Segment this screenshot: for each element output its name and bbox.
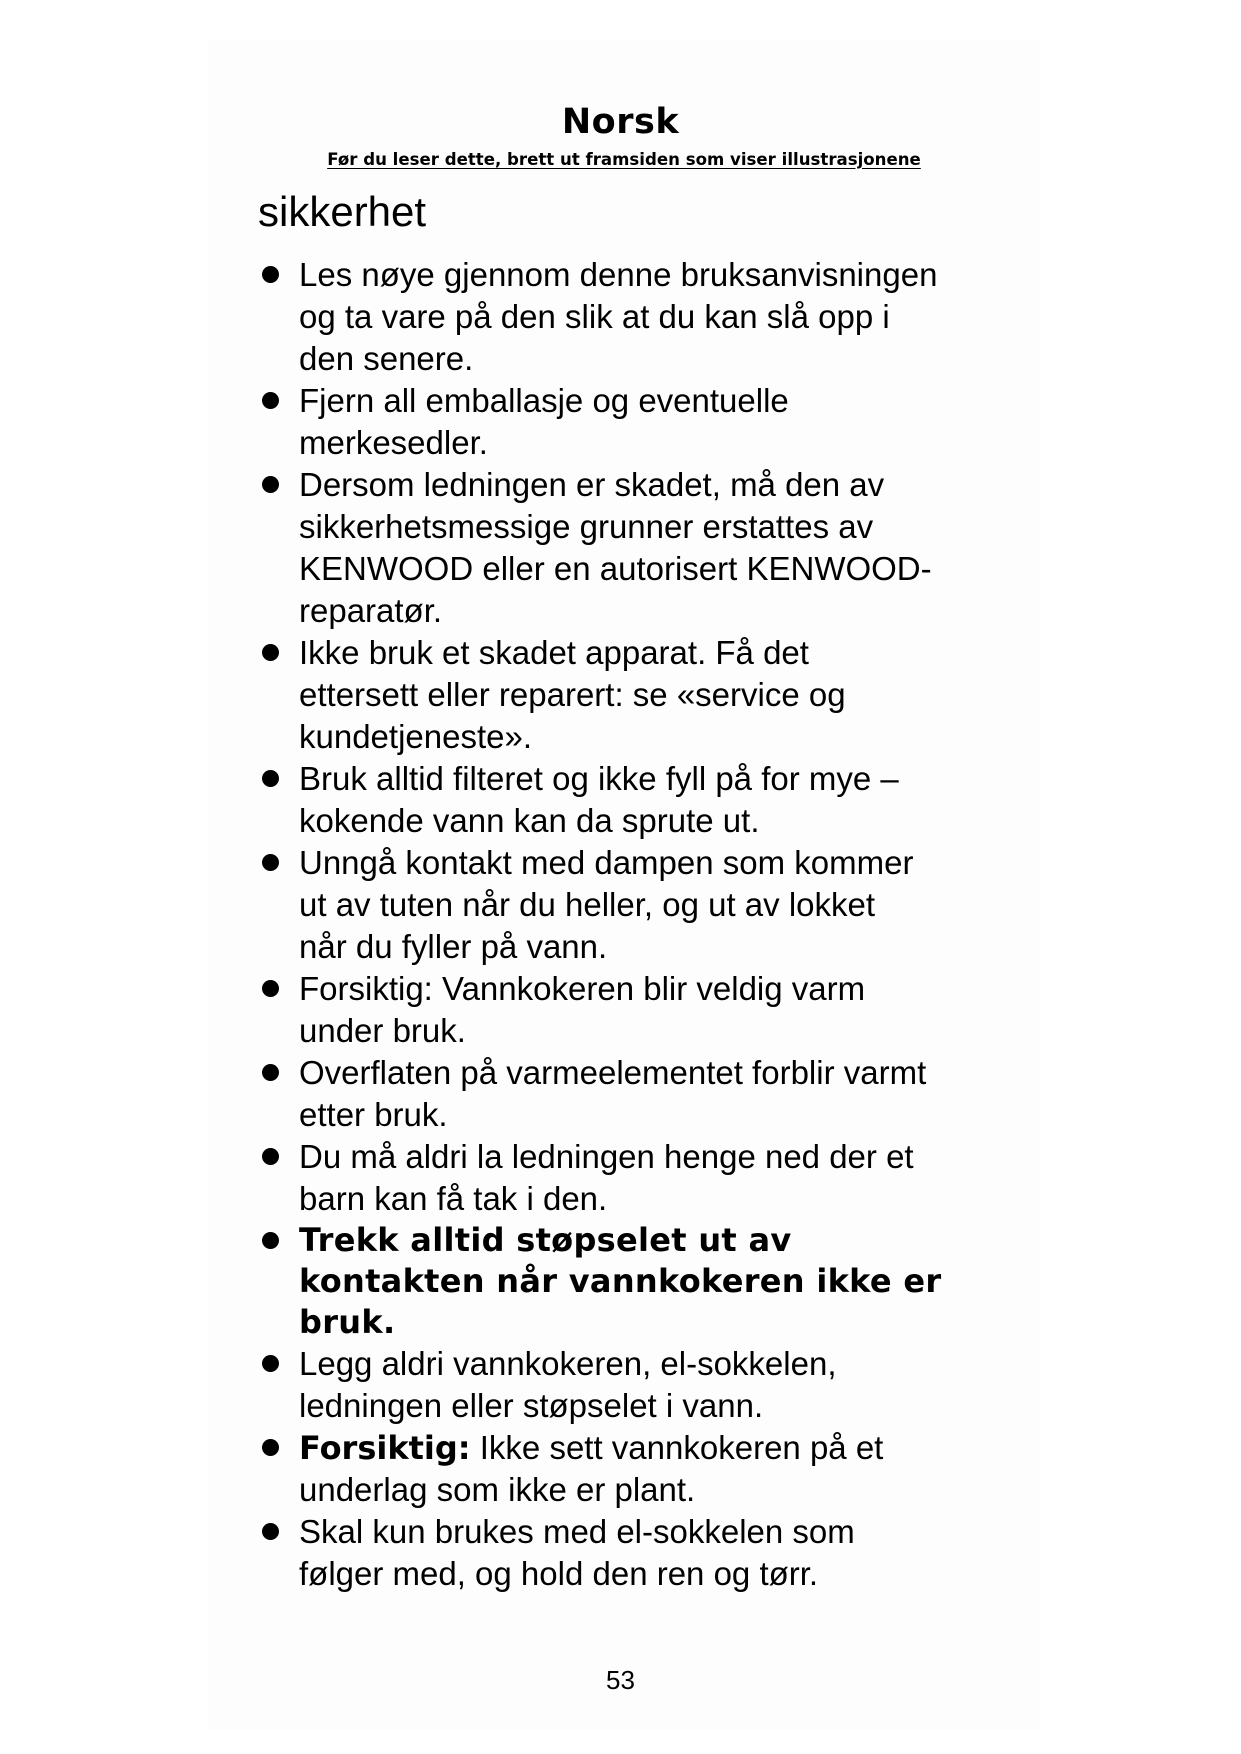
bullet-icon — [262, 476, 279, 493]
list-item-text: Forsiktig: Vannkokeren blir veldig varm under bruk. — [299, 970, 866, 1049]
list-item-text — [299, 1427, 1018, 1511]
list-item-text: Dersom ledningen er skadet, må den av sikkerhetsmessige grunner erstattes av KENWOOD eller en autorisert KENWOOD- reparatør. — [299, 466, 932, 629]
list-item — [258, 380, 1018, 464]
list-item-text: Fjern all emballasje og eventuelle merkesedler. — [299, 382, 789, 461]
bullet-icon — [262, 854, 279, 871]
list-item-warning — [258, 1220, 1018, 1343]
list-item — [258, 1052, 1018, 1136]
list-item — [258, 632, 1018, 758]
safety-list — [258, 254, 1018, 1595]
bullet-icon — [262, 1064, 279, 1081]
language-title: Norsk — [561, 102, 680, 142]
bullet-icon — [262, 266, 279, 283]
list-item-text: Overflaten på varmeelementet forblir varmt etter bruk. — [299, 1054, 927, 1133]
bullet-icon — [262, 980, 279, 997]
list-item — [258, 968, 1018, 1052]
list-item — [258, 758, 1018, 842]
list-item-text: Bruk alltid filteret og ikke fyll på for mye – kokende vann kan da sprute ut. — [299, 760, 899, 839]
list-item-text-bold: Trekk alltid støpselet ut av kontakten når vannkokeren ikke er bruk. — [299, 1221, 942, 1341]
bullet-icon — [262, 1232, 279, 1249]
bullet-icon — [262, 392, 279, 409]
fold-out-instruction: Før du leser dette, brett ut framsiden som viser illustrasjonene — [327, 150, 921, 169]
bullet-icon — [262, 1355, 279, 1372]
list-item — [258, 842, 1018, 968]
list-item — [258, 1343, 1018, 1427]
list-item-text: Ikke bruk et skadet apparat. Få det ettersett eller reparert: se «service og kundetjeneste». — [299, 634, 846, 755]
list-item — [258, 1136, 1018, 1220]
bullet-icon — [262, 1439, 279, 1456]
list-item — [258, 1511, 1018, 1595]
list-item-text: Legg aldri vannkokeren, el-sokkelen, ledningen eller støpselet i vann. — [299, 1345, 837, 1424]
list-item — [258, 464, 1018, 632]
bullet-icon — [262, 644, 279, 661]
list-item-text: Unngå kontakt med dampen som kommer ut av tuten når du heller, og ut av lokket når du fyller på vann. — [299, 844, 914, 965]
list-item-text: Les nøye gjennom denne bruksanvisningen og ta vare på den slik at du kan slå opp i den senere. — [299, 256, 938, 377]
section-heading: sikkerhet — [258, 188, 427, 235]
page-number: 53 — [606, 1665, 635, 1695]
list-item-text: Du må aldri la ledningen henge ned der et barn kan få tak i den. — [299, 1138, 914, 1217]
list-item — [258, 254, 1018, 380]
bullet-icon — [262, 1523, 279, 1540]
bullet-icon — [262, 770, 279, 787]
caution-text: Ikke sett vannkokeren på et underlag som ikke er plant. — [299, 1429, 884, 1508]
list-item — [258, 1427, 1018, 1511]
list-item-text: Skal kun brukes med el-sokkelen som følger med, og hold den ren og tørr. — [299, 1513, 855, 1592]
bullet-icon — [262, 1148, 279, 1165]
caution-label: Forsiktig: — [299, 1429, 471, 1467]
